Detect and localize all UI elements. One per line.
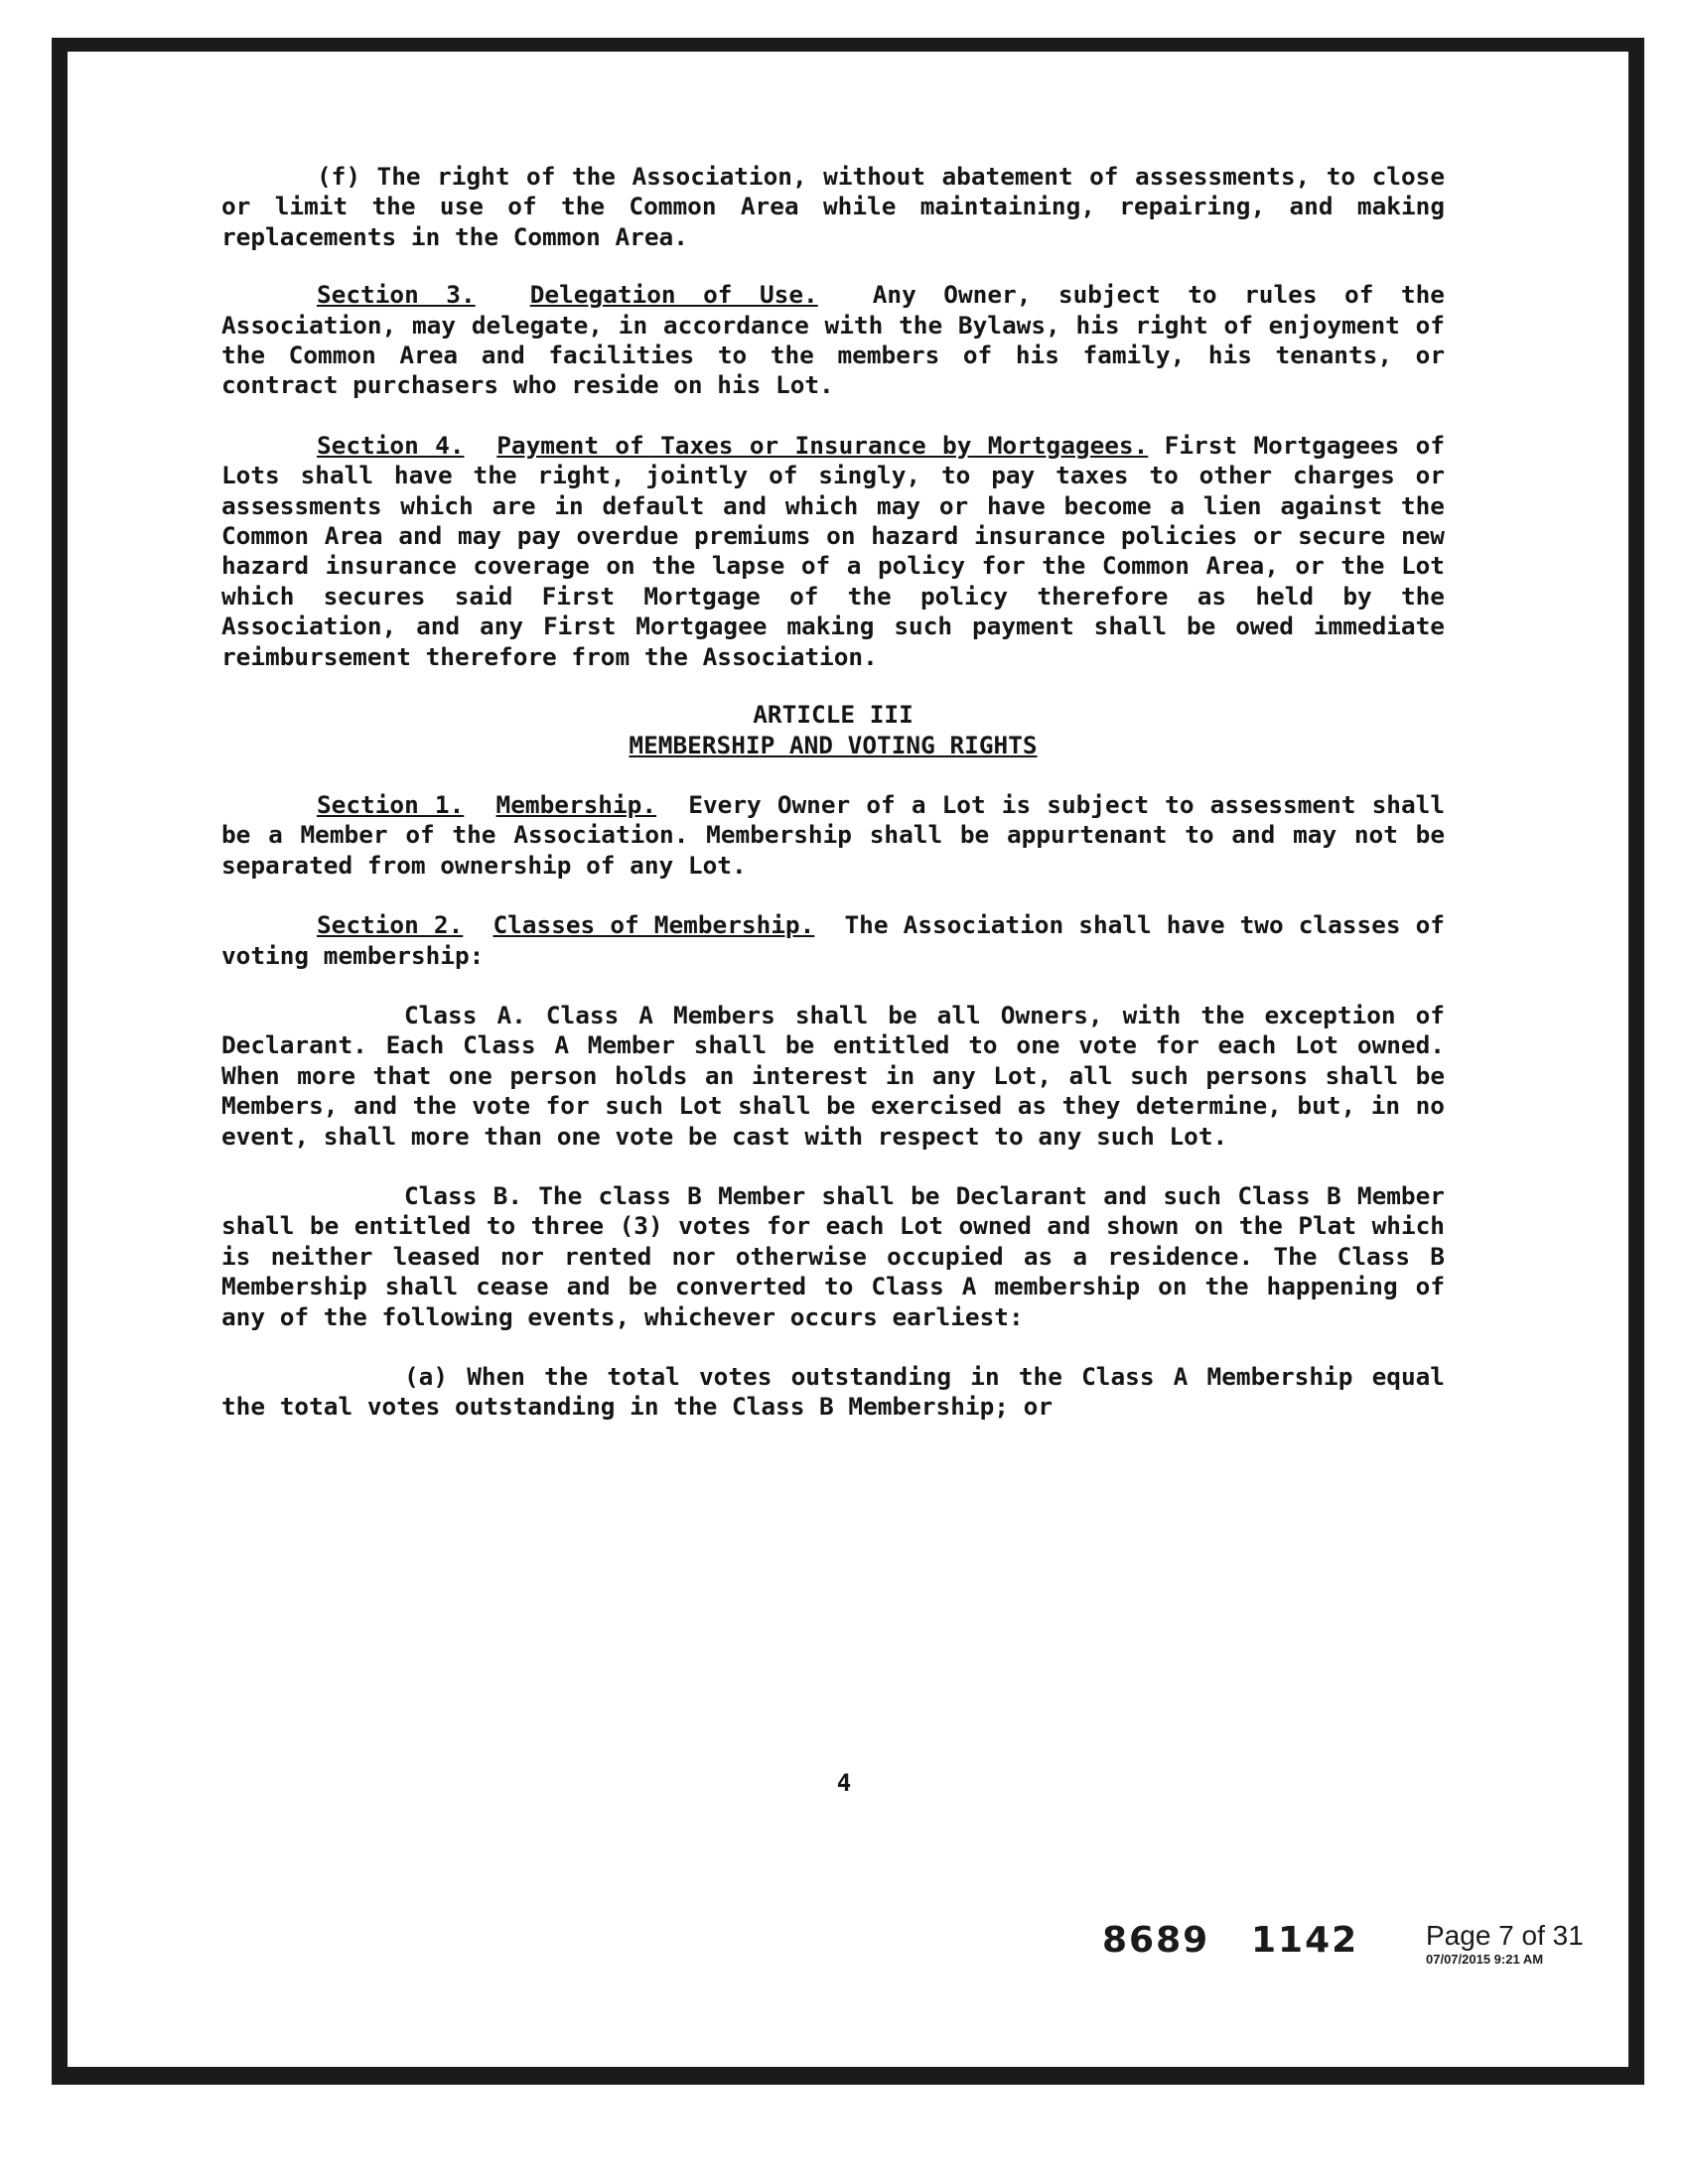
class-b-paragraph: Class B. The class B Member shall be Declarant and such Class B Member shall be entitled to three (3) votes for each Lot owned and shown on the Plat which is neither leased nor rented nor otherwise occupied as a residence. The Class B Membership shall cease and be converted to Class A membership on the happening of any of the following events, whichever occurs earliest:	[221, 1180, 1445, 1331]
book-page-stamp	[1102, 1920, 1380, 1968]
section-number: Section 2.	[317, 910, 464, 940]
page-of-label: Page 7 of 31	[1426, 1920, 1584, 1951]
section-title: Payment of Taxes or Insurance by Mortgagees.	[496, 430, 1149, 460]
section-body: First Mortgagees of Lots shall have the right, jointly of singly, to pay taxes to other charges or assessments which are in default and which may or have become a lien against the Common Area and may pay overdue premiums on hazard insurance policies or secure new hazard insurance coverage on the lapse of a policy for the Common Area, or the Lot which secures said First Mortgage of the policy therefore as held by the Association, and any First Mortgagee making such payment shall be owed immediate reimbursement therefore from the Association.	[221, 430, 1445, 671]
page-number: 4	[836, 1769, 852, 1797]
article-3-section-1-membership	[221, 790, 1445, 881]
section-number: Section 1.	[317, 789, 465, 819]
article-number: ARTICLE III	[753, 700, 914, 730]
article-title: MEMBERSHIP AND VOTING RIGHTS	[629, 730, 1038, 759]
item-a-paragraph: (a) When the total votes outstanding in the Class A Membership equal the total votes outstanding in the Class B Membership; or	[221, 1362, 1445, 1422]
paragraph-f: (f) The right of the Association, without abatement of assessments, to close or limit the use of the Common Area while maintaining, repairing, and making replacements in the Common Area.	[221, 162, 1445, 251]
section-number: Section 4.	[317, 430, 465, 460]
section-4-payment-of-taxes	[221, 431, 1445, 672]
section-body: The Association shall have two classes of voting membership:	[221, 910, 1445, 970]
timestamp: 07/07/2015 9:21 AM	[1426, 1952, 1544, 1967]
book-number: 8689	[1102, 1920, 1210, 1961]
article-3-section-2-classes	[221, 910, 1445, 971]
section-title: Delegation of Use.	[529, 280, 818, 310]
section-title: Classes of Membership.	[492, 910, 815, 940]
section-number: Section 3.	[317, 280, 476, 310]
class-a-paragraph: Class A. Class A Members shall be all Owners, with the exception of Declarant. Each Class A Member shall be entitled to one vote for each Lot owned. When more that one person holds an interest in any Lot, all such persons shall be Members, and the vote for such Lot shall be exercised as they determine, but, in no event, shall more than one vote be cast with respect to any such Lot.	[221, 1000, 1445, 1151]
section-body: Any Owner, subject to rules of the Association, may delegate, in accordance with the Bylaws, his right of enjoyment of the Common Area and facilities to the members of his family, his tenants, or contract purchasers who reside on his Lot.	[221, 280, 1445, 400]
book-page-number: 1142	[1251, 1920, 1359, 1961]
section-body: Every Owner of a Lot is subject to assessment shall be a Member of the Association. Membership shall be appurtenant to and may not be separated from ownership of any Lot.	[221, 789, 1446, 880]
document-body	[221, 162, 1445, 1423]
section-3-delegation-of-use	[221, 280, 1445, 401]
section-title: Membership.	[495, 789, 657, 819]
